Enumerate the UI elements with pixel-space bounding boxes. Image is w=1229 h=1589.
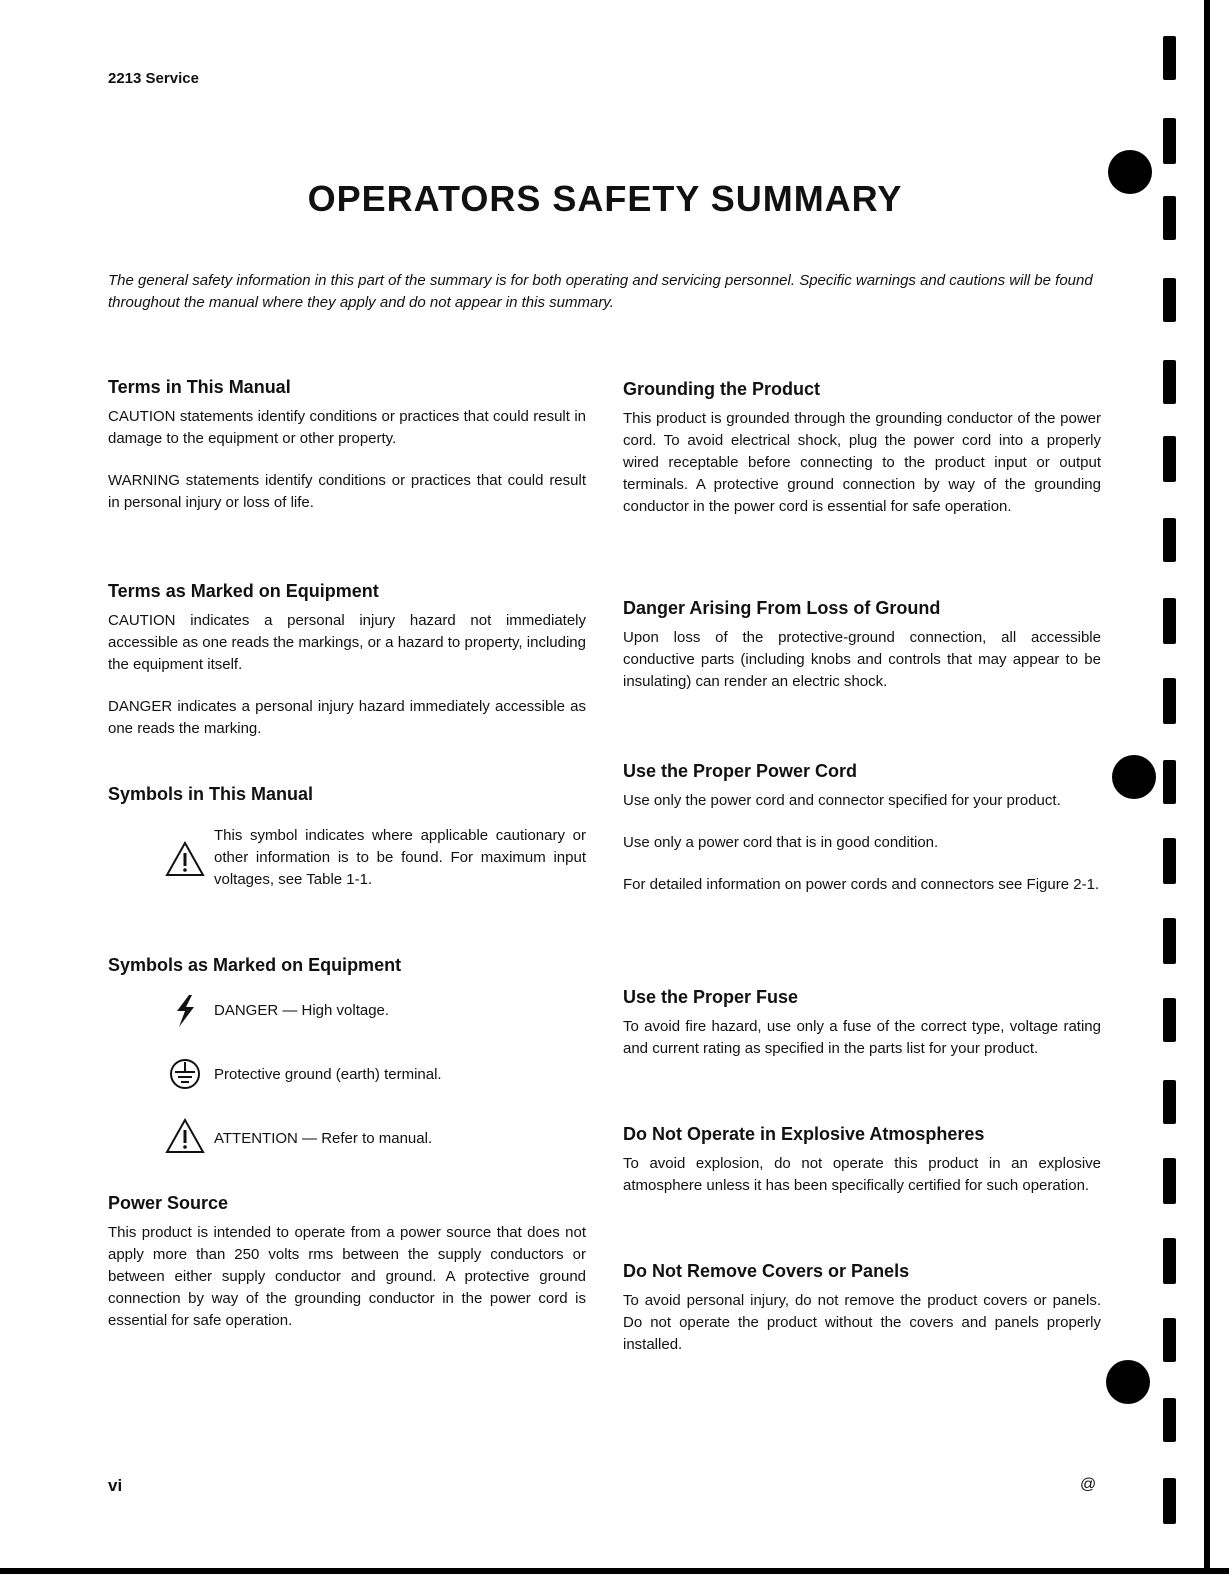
section-terms-in-manual: [108, 376, 586, 534]
binding-mark: [1163, 196, 1176, 240]
paragraph: Use only the power cord and connector specified for your product.: [623, 792, 1061, 809]
footer-mark: @: [1080, 1476, 1097, 1493]
section-fuse: [623, 986, 1101, 1080]
paragraph: This product is grounded through the grounding conductor of the power cord. To avoid electrical shock, plug the power cord into a properly wired receptable before connecting to the product input or output terminals. A protective ground connection by way of the grounding conductor in the power cord is essential for safe operation.: [623, 410, 1101, 515]
section-heading: Symbols as Marked on Equipment: [108, 955, 402, 975]
high-voltage-icon: [156, 994, 214, 1028]
binding-mark: [1163, 118, 1176, 164]
symbol-row-danger: [108, 994, 586, 1028]
paragraph: CAUTION statements identify conditions or practices that could result in damage to the equipment or other property.: [108, 408, 586, 447]
section-loss-of-ground: [623, 597, 1101, 713]
binding-mark: [1163, 1158, 1176, 1204]
scan-edge-bar: [1204, 0, 1210, 1570]
paragraph: DANGER indicates a personal injury hazard immediately accessible as one reads the marking.: [108, 698, 586, 737]
symbol-row-attention: [108, 1118, 586, 1154]
section-power-cord: [623, 760, 1101, 916]
section-grounding: [623, 378, 1101, 538]
binding-mark: [1163, 1398, 1176, 1442]
paragraph: Upon loss of the protective-ground connection, all accessible conductive parts (including knobs and controls that may appear to be insulating) can render an electric shock.: [623, 629, 1101, 690]
section-symbols-on-equipment: [108, 954, 586, 1170]
paragraph: Use only a power cord that is in good condition.: [623, 834, 939, 851]
binding-mark: [1163, 598, 1176, 644]
symbol-description: ATTENTION — Refer to manual.: [214, 1130, 433, 1147]
paragraph: For detailed information on power cords and connectors see Figure 2-1.: [623, 876, 1100, 893]
symbol-description: Protective ground (earth) terminal.: [214, 1066, 442, 1083]
section-power-source: [108, 1192, 586, 1352]
page-number: vi: [108, 1476, 123, 1495]
section-heading: Symbols in This Manual: [108, 784, 314, 804]
section-symbols-in-manual: [108, 783, 586, 907]
binder-hole: [1108, 150, 1152, 194]
symbol-description: This symbol indicates where applicable cautionary or other information is to be found. For maximum input voltages, see Table 1-1.: [214, 827, 586, 888]
binder-hole: [1112, 755, 1156, 799]
binding-mark: [1163, 998, 1176, 1042]
section-heading: Danger Arising From Loss of Ground: [623, 598, 941, 618]
binding-mark: [1163, 1478, 1176, 1524]
warning-triangle-icon: [156, 825, 214, 877]
binding-mark: [1163, 1238, 1176, 1284]
intro-paragraph: The general safety information in this part of the summary is for both operating and servicing personnel. Specific warnings and cautions will be found throughout the manual where they apply and do not appear in this summary.: [108, 272, 1093, 311]
paragraph: CAUTION indicates a personal injury hazard not immediately accessible as one reads the markings, or a hazard to property, including the equipment itself.: [108, 612, 586, 673]
binding-mark: [1163, 436, 1176, 482]
attention-triangle-icon: [156, 1118, 214, 1154]
binding-mark: [1163, 760, 1176, 804]
section-heading: Do Not Remove Covers or Panels: [623, 1261, 910, 1281]
section-heading: Terms in This Manual: [108, 377, 291, 397]
binding-mark: [1163, 278, 1176, 322]
section-terms-on-equipment: [108, 580, 586, 760]
paragraph: To avoid explosion, do not operate this product in an explosive atmosphere unless it has been specifically certified for such operation.: [623, 1155, 1101, 1194]
paragraph: To avoid personal injury, do not remove the product covers or panels. Do not operate the product without the covers and panels properly installed.: [623, 1292, 1101, 1353]
section-heading: Do Not Operate in Explosive Atmospheres: [623, 1124, 985, 1144]
scan-bottom-rule: [0, 1568, 1229, 1574]
section-heading: Terms as Marked on Equipment: [108, 581, 379, 601]
page-title: OPERATORS SAFETY SUMMARY: [307, 178, 903, 219]
binding-mark: [1163, 1318, 1176, 1362]
paragraph: WARNING statements identify conditions or practices that could result in personal injury or loss of life.: [108, 472, 586, 511]
symbol-row: [108, 825, 586, 891]
binding-mark: [1163, 518, 1176, 562]
paragraph: This product is intended to operate from a power source that does not apply more than 250 volts rms between the supply conductors or between either supply conductor and ground. A protective ground connection by way of the grounding conductor in the power cord is essential for safe operation.: [108, 1224, 586, 1329]
document-code: 2213 Service: [108, 70, 199, 87]
binding-mark: [1163, 360, 1176, 404]
section-covers: [623, 1260, 1101, 1376]
symbol-row-ground: [108, 1058, 586, 1090]
binding-mark: [1163, 838, 1176, 884]
binding-mark: [1163, 918, 1176, 964]
section-explosive: [623, 1123, 1101, 1217]
binding-mark: [1163, 678, 1176, 724]
binding-mark: [1163, 36, 1176, 80]
section-heading: Use the Proper Power Cord: [623, 761, 858, 781]
section-heading: Use the Proper Fuse: [623, 987, 799, 1007]
binder-hole: [1106, 1360, 1150, 1404]
section-heading: Grounding the Product: [623, 379, 820, 399]
binding-mark: [1163, 1080, 1176, 1124]
protective-ground-icon: [156, 1058, 214, 1090]
paragraph: To avoid fire hazard, use only a fuse of the correct type, voltage rating and current rating as specified in the parts list for your product.: [623, 1018, 1101, 1057]
symbol-description: DANGER — High voltage.: [214, 1002, 390, 1019]
section-heading: Power Source: [108, 1193, 229, 1213]
